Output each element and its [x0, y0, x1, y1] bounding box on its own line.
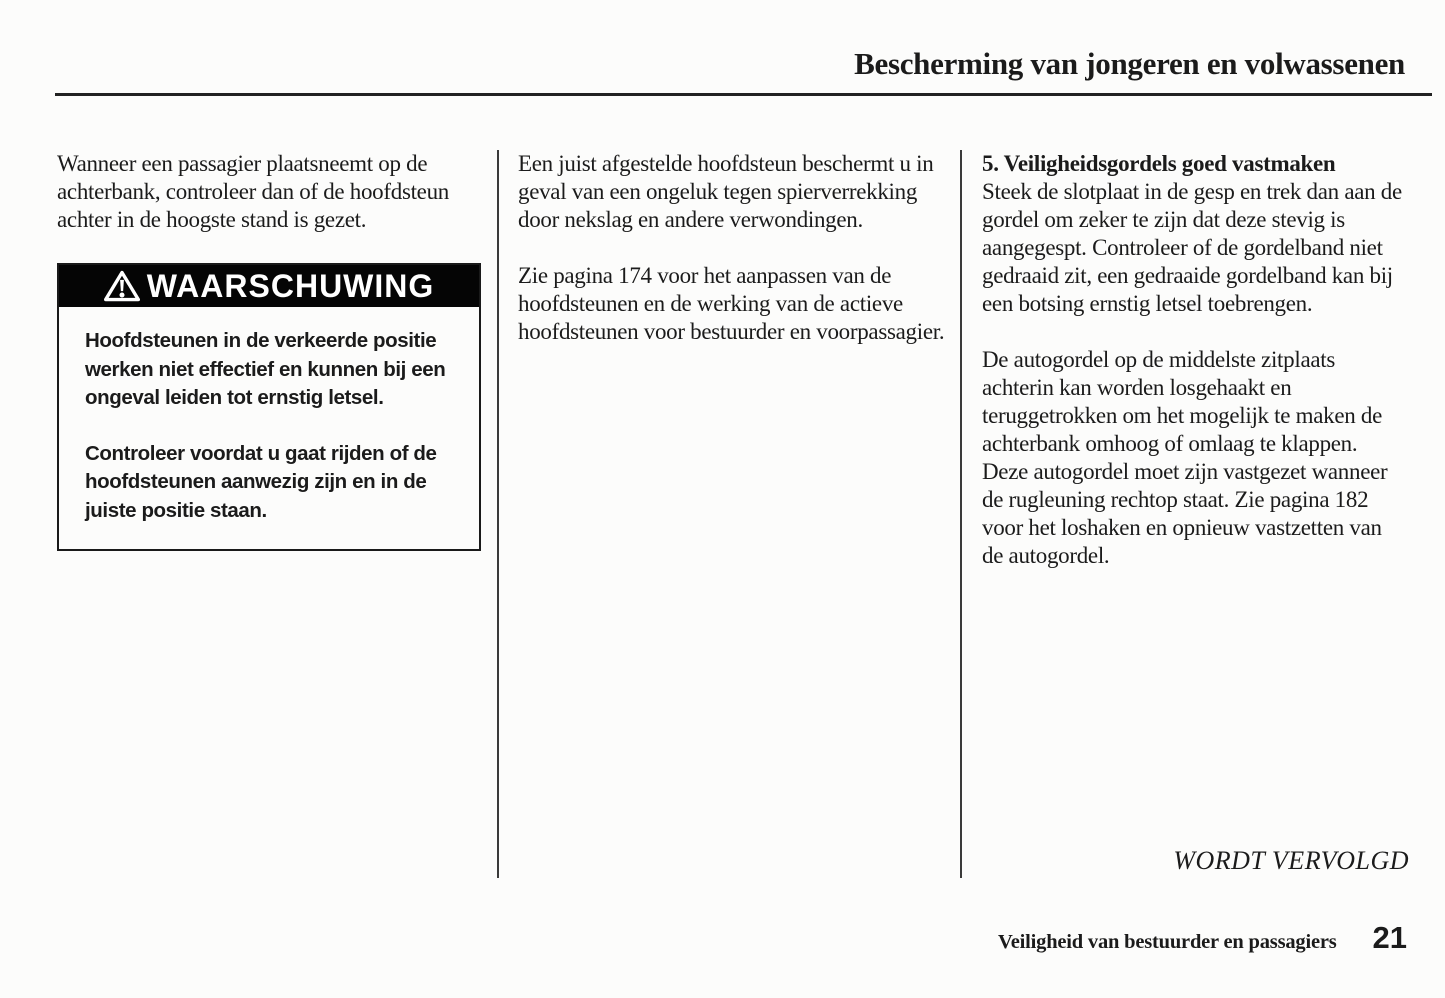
header-rule [55, 93, 1432, 96]
warning-header-bar [59, 265, 479, 307]
warning-paragraph: Controleer voordat u gaat rijden of de hoofdsteunen aanwezig zijn en in de juiste positie staan. [85, 441, 437, 522]
continued-note: WORDT VERVOLGD [1173, 846, 1409, 875]
column-left [57, 150, 481, 551]
footer [998, 920, 1407, 956]
warning-box [57, 263, 481, 551]
body-paragraph: Steek de slotplaat in de gesp en trek dan aan de gordel om zeker te zijn dat deze stevig is aangegespt. Controleer of de gordelband niet gedraaid zit, een gedraaide gordelband kan bij een botsing ernstig letsel toebrengen. [982, 179, 1402, 316]
warning-body [59, 307, 479, 549]
footer-section-title: Veiligheid van bestuurder en passagiers [998, 931, 1337, 953]
page-title: Bescherming van jongeren en volwassenen [854, 46, 1405, 81]
warning-title: WAARSCHUWING [146, 267, 435, 304]
warning-paragraph: Hoofdsteunen in de verkeerde positie werken niet effectief en kunnen bij een ongeval leiden tot ernstig letsel. [85, 329, 446, 409]
column-right [982, 150, 1406, 570]
column-middle [518, 150, 948, 346]
warning-triangle-icon [104, 270, 140, 302]
column-divider-left [497, 150, 499, 878]
page-number: 21 [1372, 920, 1407, 955]
body-paragraph: De autogordel op de middelste zitplaats achterin kan worden losgehaakt en teruggetrokken om het mogelijk te maken de achterbank omhoog of omlaag te klappen. Deze autogordel moet zijn vastgezet wanneer de rugleuning rechtop staat. Zie pagina 182 voor het loshaken en opnieuw vastzetten van de autogordel. [982, 347, 1388, 568]
column-divider-right [960, 150, 962, 878]
section-heading: 5. Veiligheidsgordels goed vastmaken [982, 151, 1336, 176]
intro-paragraph: Wanneer een passagier plaatsneemt op de achterbank, controleer dan of de hoofdsteun achter in de hoogste stand is gezet. [57, 151, 449, 232]
body-paragraph: Een juist afgestelde hoofdsteun beschermt u in geval van een ongeluk tegen spierverrekking door nekslag en andere verwondingen. [518, 151, 934, 232]
body-paragraph: Zie pagina 174 voor het aanpassen van de hoofdsteunen en de werking van de actieve hoofdsteunen voor bestuurder en voorpassagier. [518, 263, 945, 344]
